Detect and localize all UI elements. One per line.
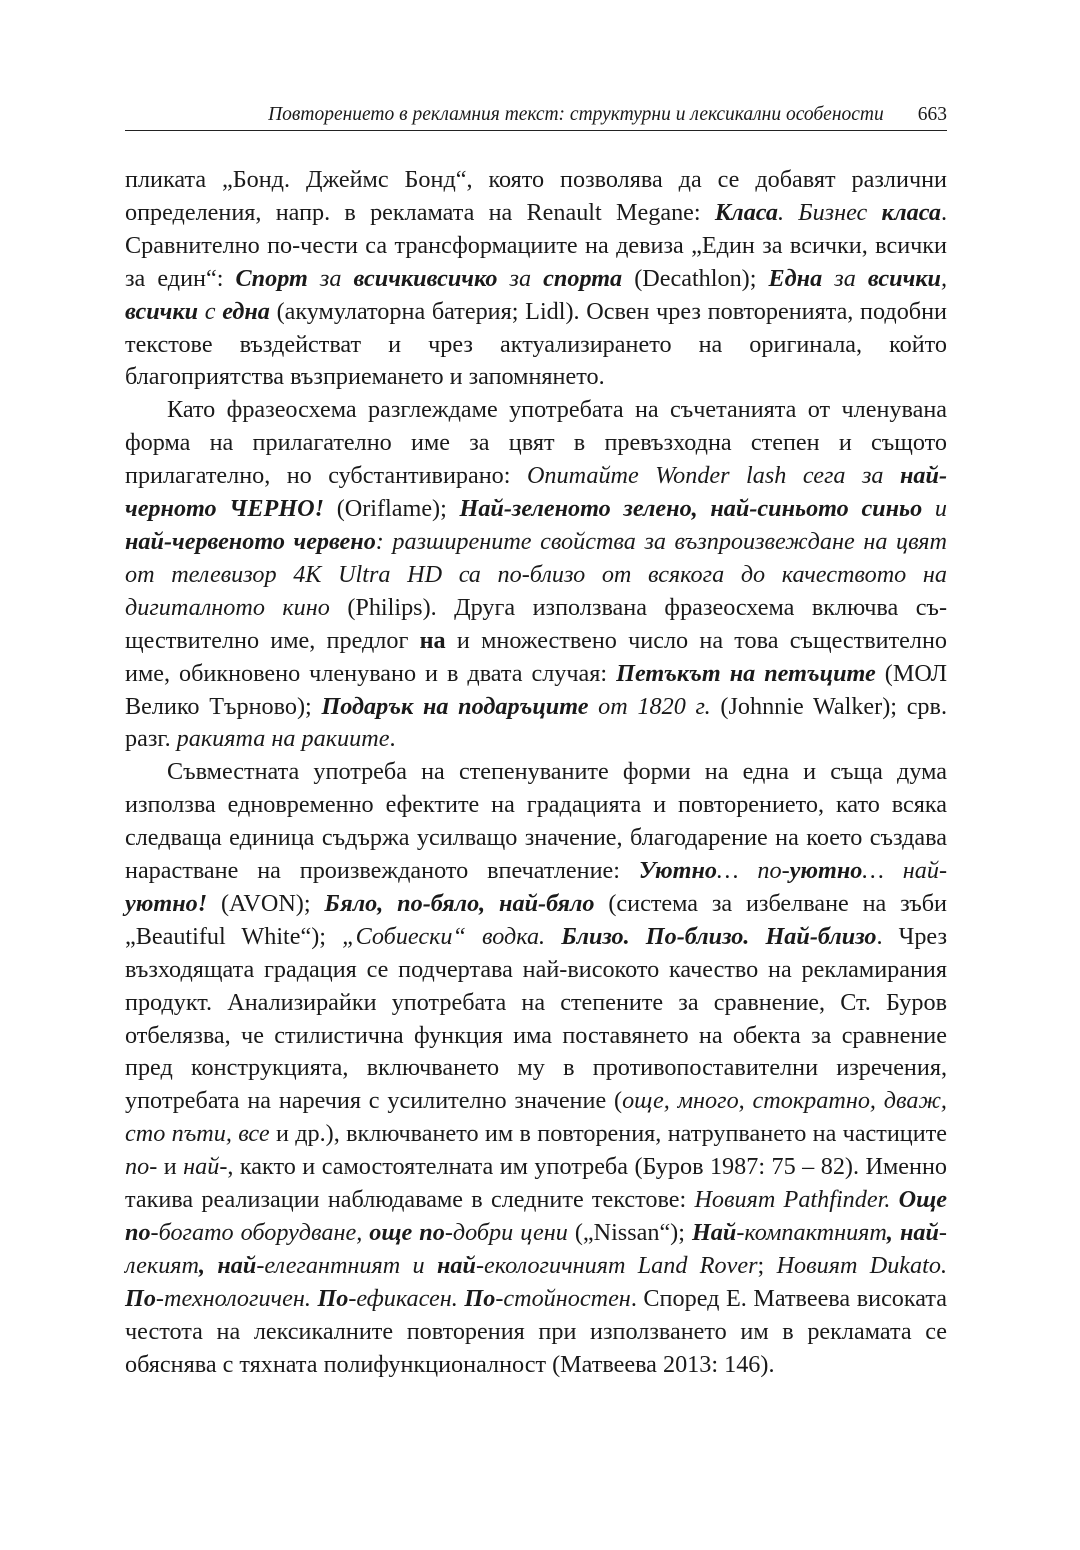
text-run: Спорт — [235, 264, 308, 292]
text-run: на — [419, 626, 446, 654]
text-run: Като фразеосхема разглеждаме употребата на съчетанията от членувана форма на прилагателно име за цвят в превъзходна степен и същото прилагателно, но субстантивирано: — [125, 396, 947, 490]
text-run: Близо. По-близо. Най-близо — [561, 922, 877, 950]
text-run: Опитайте Wonder lash сега за — [526, 462, 900, 490]
text-run: . Бизнес — [778, 198, 882, 226]
text-run: (Johnnie Walker); срв. разг. — [125, 692, 947, 753]
text-run: . Сравнително по-чести са трансформациите на девиза „Един за всички, всички за един“: — [125, 198, 948, 292]
text-run: и — [157, 1153, 184, 1181]
text-run: , — [941, 264, 948, 292]
text-run: най-черното ЧЕРНО! — [125, 462, 947, 523]
running-header — [125, 100, 947, 131]
running-title: Повторението в рекламния текст: структурни и лексикални особености — [268, 104, 884, 125]
text-run: пликата „Бонд. Джеймс Бонд“, която позволява да се добавят различни определения, напр. в рекламата на Renault Megane: — [125, 166, 947, 226]
text-run: най-червеното червено — [125, 527, 376, 555]
text-run: Най-зеленото зелено, най-синьото синьо — [459, 495, 923, 523]
text-run: Класа — [714, 198, 778, 226]
text-run: една — [222, 297, 270, 325]
text-run: (система за избелване на зъби „Beautiful White“); — [125, 889, 947, 950]
text-run: Бяло, по-бяло, най-бяло — [324, 889, 595, 917]
text-run: -технологичен. — [155, 1284, 318, 1312]
text-run: спорта — [543, 264, 623, 292]
page-number: 663 — [917, 104, 947, 125]
text-run: (AVON); — [207, 889, 325, 917]
text-run: още по — [369, 1219, 445, 1246]
text-run: ракията на ракиите — [176, 725, 390, 753]
paragraph — [125, 164, 947, 394]
text-run: (МОЛ Велико Търново); — [125, 659, 947, 720]
text-run: ; — [757, 1251, 777, 1279]
text-run: уютно! — [125, 889, 208, 917]
text-run: класа — [881, 198, 941, 226]
text-run: Най — [691, 1219, 737, 1246]
text-run: още, много, стократно, дваж, сто пъти, все — [125, 1087, 947, 1148]
body-text — [125, 164, 947, 1382]
text-run: (Decathlon); — [622, 264, 769, 292]
text-run: По — [464, 1284, 496, 1312]
text-run: Още по — [125, 1186, 947, 1246]
text-run: … по- — [717, 857, 790, 885]
text-run: за — [822, 264, 868, 292]
text-run: , най — [886, 1219, 939, 1246]
text-run: -компактният — [736, 1219, 887, 1246]
text-run: най- — [183, 1153, 228, 1181]
text-run: -богато оборудване, — [150, 1219, 370, 1246]
text-run: всички — [125, 297, 199, 325]
text-run: (акумулаторна батерия; Lidl). Освен чрез повторенията, подобни текстове въздействат и чрез актуализирането на оригинала, който благоприятства възприемането и запомнянето. — [125, 297, 947, 391]
text-run: и др.), включването им в повторения, натрупването на частиците — [269, 1120, 947, 1148]
text-run: . — [389, 725, 396, 753]
text-run: Една — [768, 264, 823, 292]
text-run: всичкивсичко — [353, 264, 498, 292]
text-run: . Чрез възходящата градация се подчертава най-високото качество на рекламирания продукт. Анализирайки употребата на степените за сравнение, Ст. Буров отбелязва, че стилистична функция има поставянето на обекта за сравнение пред конструкцията, включването му в противопоставителни изречения, употребата на наречия с усилително значение ( — [125, 922, 947, 1115]
text-run: уютно — [789, 857, 863, 885]
text-run: и — [922, 495, 947, 523]
text-run: с — [198, 297, 223, 325]
text-run: -добри цени — [444, 1219, 568, 1246]
text-run: за — [497, 264, 544, 292]
text-run: по- — [125, 1153, 158, 1181]
text-run: от 1820 г. — [588, 692, 711, 720]
text-run: Подарък на подаръците — [321, 692, 589, 720]
text-run: -екологичният Land Rover — [475, 1251, 758, 1279]
text-run: , както и самостоятелната им употреба (Буров 1987: 75 – 82). Именно такива реализации наблюдаваме в следните текстове: — [125, 1153, 947, 1214]
text-run: По — [317, 1284, 349, 1312]
text-run: (Philips). Друга използвана фразеосхема включва съществително име, предлог — [125, 593, 947, 654]
text-run: Петъкът на петъците — [616, 659, 876, 687]
text-run: най — [436, 1251, 476, 1279]
text-run: (Oriflame); — [324, 495, 460, 523]
text-run: всички — [867, 264, 941, 292]
text-run: за — [307, 264, 354, 292]
text-run: -ефикасен. — [348, 1284, 465, 1312]
text-run: („Nissan“); — [567, 1219, 692, 1246]
text-run: … най- — [862, 857, 947, 885]
text-run: . Според Е. Матвеева високата честота на лексикалните повторения при използването им в рекламата се обяснява с тяхната полифункционалност (Матвеева 2013: 146). — [125, 1284, 948, 1378]
text-run: -стойностен — [495, 1284, 631, 1312]
paragraph — [125, 394, 947, 756]
text-run: , най — [199, 1251, 257, 1279]
text-run: Новият Dukato. — [776, 1251, 947, 1279]
text-run: По — [125, 1284, 156, 1312]
text-run: и множествено число на това съществително име, обикновено членувано и в двата случая: — [125, 626, 947, 687]
text-run: Съвместната употреба на степенуваните форми на една и съща дума използва едновременно ефектите на градацията и повторението, като всяка следваща единица съдържа усилващо значение, благодарение на което създава нарастване на произвежданото впечатление: — [125, 758, 947, 885]
text-run: Уютно — [638, 857, 718, 885]
text-run: -елегантният и — [256, 1251, 437, 1279]
text-run: Новият Pathfinder. — [694, 1186, 899, 1214]
paragraph — [125, 756, 947, 1381]
text-run: -лекият — [125, 1219, 947, 1279]
text-run: : разширените свойства за възпроизвеждане на цвят от телевизор 4K Ultra HD са по-близо от всякога до качеството на дигиталното кино — [125, 527, 947, 621]
text-run: „Собиески“ водка. — [342, 922, 562, 950]
